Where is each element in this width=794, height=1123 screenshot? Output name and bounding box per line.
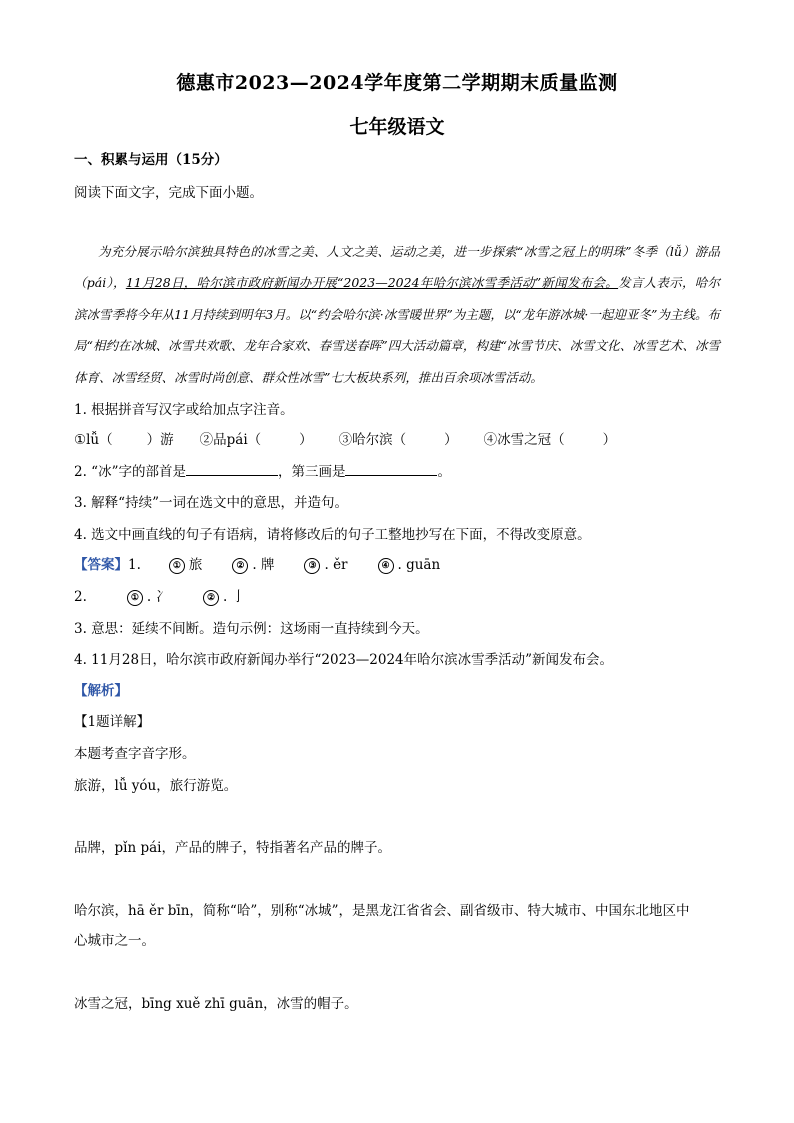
answer-value: . ěr (324, 557, 348, 573)
circled-number: ④ (378, 558, 394, 574)
circled-number: ② (232, 558, 248, 574)
question-3: 3. 解释“持续”一词在选文中的意思，并造句。 (74, 495, 348, 511)
q1-item-text: ） (444, 432, 458, 448)
question-2 (74, 463, 451, 481)
q1-item-text: ①lǚ（ (74, 432, 113, 448)
page-title: 德惠市2023—2024学年度第二学期期末质量监测 (176, 72, 618, 94)
answer-number: 1. (128, 557, 141, 573)
answer-value: . 冫 (146, 589, 169, 605)
answer-line-3: 3. 意思：延续不间断。造句示例：这场雨一直持续到今天。 (74, 621, 429, 637)
question-4: 4. 选文中画直线的句子有语病，请将修改后的句子工整地抄写在下面，不得改变原意。 (74, 527, 591, 543)
passage-part-2: 发言人表示，哈尔滨冰雪季将今年从11月持续到明年3月。以“约会哈尔滨·冰雪暖世界”为主题，以“龙年游冰城·一起迎亚冬”为主线。布局“相约在冰城、冰雪共欢歌、龙年合家欢、春雪送春晖”四大活动篇章，构建“冰雪节庆、冰雪文化、冰雪艺术、冰雪体育、冰雪经贸、冰雪时尚创意、群众性冰雪”七大板块系列，推出百余项冰雪活动。 (74, 275, 720, 385)
circled-number: ① (169, 558, 185, 574)
q1-item-text: ②品pái（ (199, 432, 262, 448)
q2-mid: ，第三画是 (277, 464, 346, 480)
answer-number: 2. (74, 589, 87, 605)
instruction-text: 阅读下面文字，完成下面小题。 (74, 185, 263, 201)
passage-part-1: 为充分展示哈尔滨独具特色的冰雪之美、人文之美、运动之美，进一步探索“冰雪之冠上的明珠”冬季（lǚ）游品（pái）， (74, 244, 720, 291)
q1-item-text: ）游 (146, 432, 174, 448)
q1-item-text: ） (299, 432, 313, 448)
q1-item-text: ） (602, 432, 617, 448)
analysis-intro: 本题考查字音字形。 (74, 746, 196, 762)
answer-blank[interactable] (186, 463, 278, 476)
question-1-items (74, 431, 616, 449)
circled-number: ③ (304, 558, 320, 574)
analysis-item: 冰雪之冠，bīng xuě zhī guān，冰雪的帽子。 (74, 996, 358, 1012)
q1-item-text: ④冰雪之冠（ (483, 432, 565, 448)
answer-value: . 牌 (252, 557, 275, 573)
analysis-label: 【解析】 (74, 683, 128, 699)
answer-value: 旅 (188, 557, 203, 573)
answer-value: . guān (397, 557, 441, 573)
page-subtitle: 七年级语文 (349, 116, 445, 138)
answer-label: 【答案】 (74, 557, 128, 573)
circled-number: ② (203, 590, 219, 606)
analysis-item: 哈尔滨，hā ěr bīn，简称“哈”，别称“冰城”，是黑龙江省省会、副省级市、特大城市、中国东北地区中 (74, 903, 690, 919)
answer-line-2 (74, 588, 245, 606)
analysis-item: 心城市之一。 (74, 933, 155, 949)
circled-number: ① (127, 590, 143, 606)
question-1: 1. 根据拼音写汉字或给加点字注音。 (74, 402, 294, 418)
answer-value: . 亅 (222, 589, 246, 605)
section-heading: 一、积累与运用（15分） (74, 152, 228, 168)
answer-line-1 (74, 556, 440, 574)
detail-label: 【1题详解】 (74, 714, 151, 730)
passage-underlined-sentence: 11月28日，哈尔滨市政府新闻办开展“2023—2024年哈尔滨冰雪季活动”新闻发布会。 (125, 275, 619, 291)
analysis-item: 旅游，lǚ yóu，旅行游览。 (74, 778, 238, 794)
q2-prefix: 2. “冰”字的部首是 (74, 464, 186, 480)
answer-line-4: 4. 11月28日，哈尔滨市政府新闻办举行“2023—2024年哈尔滨冰雪季活动”新闻发布会。 (74, 652, 614, 668)
answer-blank[interactable] (345, 463, 437, 476)
analysis-item: 品牌，pǐn pái，产品的牌子，特指著名产品的牌子。 (74, 840, 391, 856)
q1-item-text: ③哈尔滨（ (338, 432, 407, 448)
reading-passage (74, 236, 720, 393)
q2-end: 。 (437, 464, 451, 480)
